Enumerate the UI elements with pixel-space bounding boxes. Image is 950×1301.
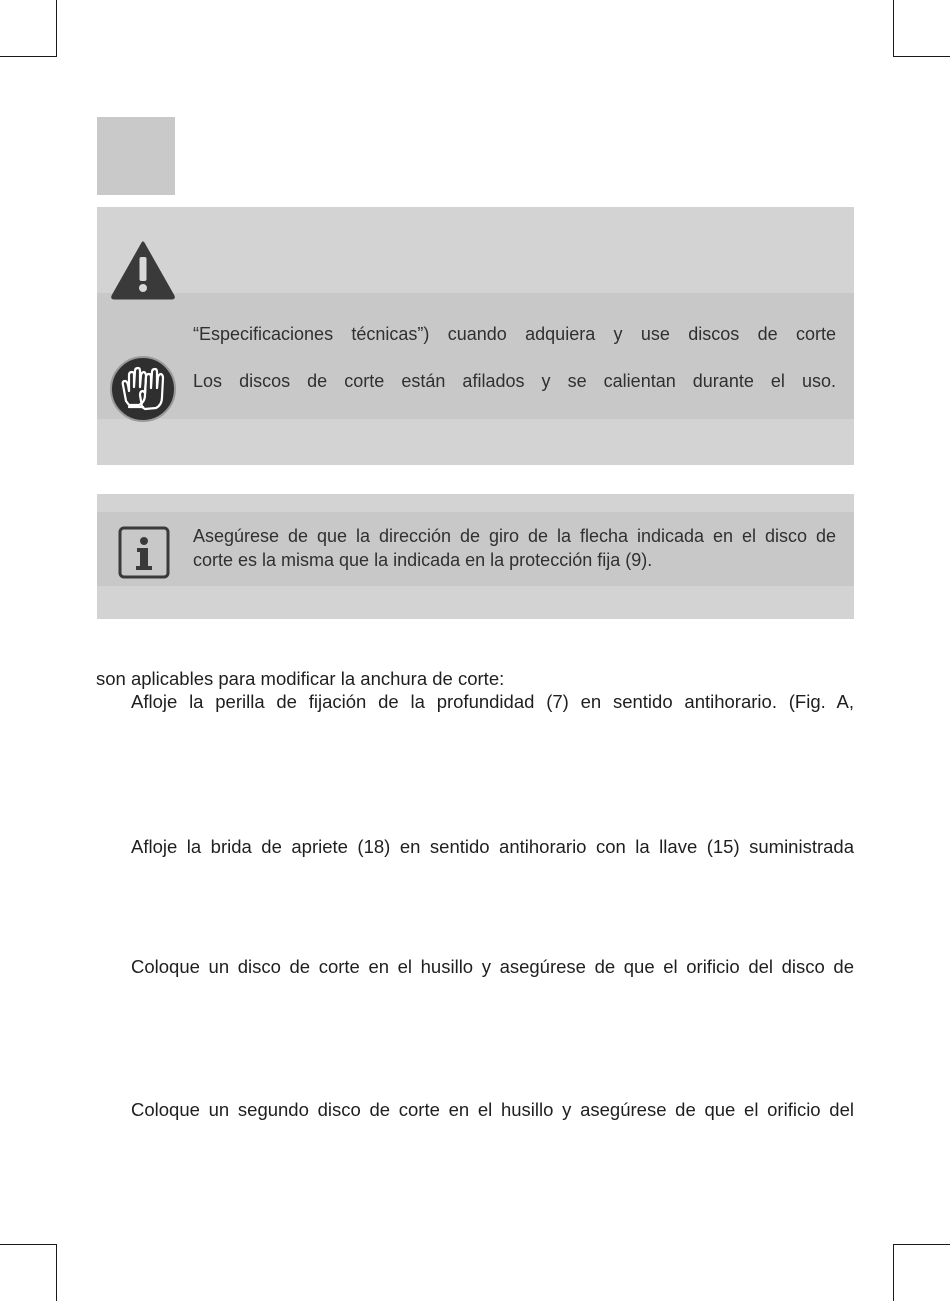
step-text-4: Coloque un segundo disco de corte en el husillo y asegúrese de que el orificio del — [131, 1099, 854, 1120]
section-tab-block — [97, 117, 175, 195]
info-text-line-1: Asegúrese de que la dirección de giro de la flecha indicada en el disco de — [193, 526, 836, 546]
intro-text: son aplicables para modificar la anchura de corte: — [96, 668, 505, 689]
crop-mark-bottom-left-v — [56, 1244, 57, 1301]
warning-triangle-icon — [110, 240, 176, 300]
crop-mark-bottom-right-h — [893, 1244, 950, 1245]
step-text-3: Coloque un disco de corte en el husillo y asegúrese de que el orificio del disco de — [131, 956, 854, 977]
crop-mark-top-left-v — [56, 0, 57, 57]
crop-mark-top-left-h — [0, 56, 57, 57]
crop-mark-top-right-v — [893, 0, 894, 57]
step-text-2: Afloje la brida de apriete (18) en sentido antihorario con la llave (15) suministrada — [131, 836, 854, 857]
warning-box — [97, 207, 854, 465]
warning-box-band-lower — [97, 419, 854, 465]
info-box — [97, 494, 854, 619]
warning-text-line-1: “Especificaciones técnicas”) cuando adquiera y use discos de corte — [193, 324, 836, 344]
warning-box-band — [97, 207, 854, 293]
step-text-1: Afloje la perilla de fijación de la profundidad (7) en sentido antihorario. (Fig. A, — [131, 691, 854, 712]
crop-mark-top-right-h — [893, 56, 950, 57]
info-box-band — [97, 494, 854, 512]
crop-mark-bottom-left-h — [0, 1244, 57, 1245]
warning-text-line-2: Los discos de corte están afilados y se calientan durante el uso. — [193, 371, 836, 391]
info-icon — [118, 526, 170, 579]
info-text-line-2: corte es la misma que la indicada en la protección fija (9). — [193, 550, 653, 570]
info-box-band-lower — [97, 586, 854, 619]
crop-mark-bottom-right-v — [893, 1244, 894, 1301]
protective-gloves-icon — [109, 355, 177, 423]
